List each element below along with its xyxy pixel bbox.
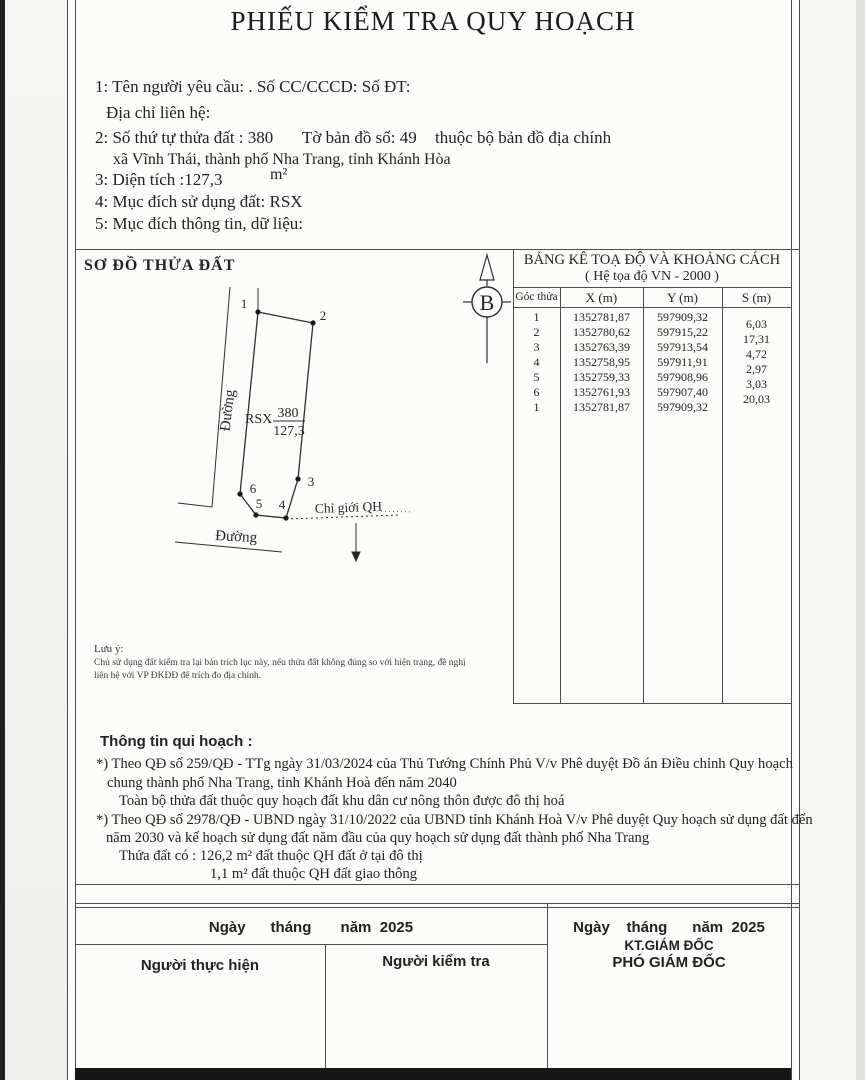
column-header-y: Y (m): [667, 290, 698, 305]
parcel-sketch: [77, 249, 513, 703]
table-cell: 2,97: [746, 362, 767, 376]
planning-bottom-rule: [75, 884, 799, 885]
table-bottom-rule: [513, 703, 791, 704]
sign-title-2: PHÓ GIÁM ĐỐC: [612, 954, 726, 971]
s-column: [722, 317, 791, 407]
info-item-2c: thuộc bộ bản đồ địa chính: [435, 128, 612, 147]
planning-line-6: Thửa đất có : 126,2 m² đất thuộc QH đất ở tại đô thị: [119, 848, 423, 864]
column-header-corner: Góc thửa: [515, 291, 558, 303]
frame-left-outer: [67, 0, 68, 1080]
table-cell: 4,72: [746, 347, 767, 361]
table-cell: 597908,96: [657, 370, 708, 384]
table-cell: 4: [533, 355, 540, 369]
table-header-top-rule: [513, 287, 791, 288]
table-cell: 597909,32: [657, 310, 708, 324]
frame-right-inner: [791, 0, 792, 1080]
table-cell: 3: [533, 340, 540, 354]
table-header-bottom-rule: [513, 307, 791, 308]
info-item-2d: xã Vĩnh Thái, thành phố Nha Trang, tỉnh Khánh Hòa: [113, 151, 451, 168]
table-cell: 597907,40: [657, 385, 708, 399]
vertex-dot-4: [284, 516, 288, 520]
table-cell: 1352763,39: [573, 340, 630, 354]
vertex-dot-3: [296, 477, 300, 481]
footer-top-rule-outer: [75, 903, 799, 904]
vertex-label-1: 1: [240, 296, 248, 311]
planning-line-4: *) Theo QĐ số 2978/QĐ - UBND ngày 31/10/2022 của UBND tỉnh Khánh Hoà V/v Phê duyệt Quy hoạch sử dụng đất đến: [96, 812, 813, 828]
planning-line-1: *) Theo QĐ số 259/QĐ - TTg ngày 31/03/2024 của Thủ Tướng Chính Phủ V/v Phê duyệt Đồ án Điều chỉnh Quy hoạch: [96, 756, 793, 772]
qh-boundary-dashed-line: [286, 515, 399, 519]
note-line-1: Chủ sử dụng đất kiểm tra lại bản trích lục này, nếu thửa đất không đúng so với hiện trạng, đề nghị: [94, 658, 466, 668]
scan-bottom-bar: [75, 1068, 791, 1080]
checker-label: Người kiểm tra: [382, 953, 490, 970]
table-cell: 5: [533, 370, 540, 384]
qh-boundary-dots: [377, 511, 413, 512]
coordinate-table-subtitle: ( Hệ tọa độ VN - 2000 ): [585, 269, 719, 284]
info-item-2b: Tờ bản đồ số: 49: [302, 128, 417, 147]
info-item-4: 4: Mục đích sử dụng đất: RSX: [95, 192, 303, 211]
sign-title-1: KT.GIÁM ĐỐC: [624, 938, 714, 953]
sketch-heading: SƠ ĐỒ THỬA ĐẤT: [84, 257, 236, 274]
parcel-code-label: RSX: [245, 412, 273, 427]
frame-right-outer: [799, 0, 800, 1080]
planning-line-5: năm 2030 và kế hoạch sử dụng đất năm đầu của quy hoạch sử dụng đất thành phố Nha Trang: [106, 830, 650, 846]
info-item-3: 3: Diện tích :127,3: [95, 170, 223, 189]
table-cell: 1352781,87: [573, 400, 630, 414]
road-label-left: Đường: [217, 388, 239, 433]
note-line-2: liên hệ với VP ĐKĐĐ để trích đo địa chính.: [94, 671, 262, 681]
info-item-2a: 2: Số thứ tự thửa đất : 380: [95, 128, 274, 147]
table-cell: 20,03: [743, 392, 770, 406]
footer-left-mid-rule: [75, 944, 547, 945]
table-cell: 1: [533, 310, 540, 324]
scan-right-edge: [856, 0, 865, 1080]
qh-boundary-label: Chỉ giới QH: [314, 498, 383, 516]
info-item-1: 1: Tên người yêu cầu: . Số CC/CCCD: Số ĐT:: [95, 77, 411, 96]
table-cell: 1352759,33: [573, 370, 630, 384]
table-cell: 2: [533, 325, 540, 339]
planning-line-7: 1,1 m² đất thuộc QH đất giao thông: [210, 866, 418, 882]
north-arrow-icon: [480, 255, 494, 280]
vertex-label-5: 5: [255, 496, 263, 511]
column-header-s: S (m): [741, 290, 772, 305]
qh-arrow-head: [352, 552, 360, 561]
table-cell: 1352780,62: [573, 325, 630, 339]
table-cell: 597911,91: [657, 355, 708, 369]
table-cell: 17,31: [743, 332, 770, 346]
vertex-dot-1: [256, 310, 260, 314]
parcel-area-label: 127,3: [273, 424, 305, 439]
planning-line-3: Toàn bộ thửa đất thuộc quy hoạch đất khu dân cư nông thôn được đô thị hoá: [119, 793, 565, 809]
info-item-5: 5: Mục đích thông tin, dữ liệu:: [95, 214, 304, 233]
vertex-label-2: 2: [319, 308, 327, 323]
vertex-dot-5: [254, 513, 258, 517]
note-label: Lưu ý:: [94, 643, 124, 655]
scan-left-margin: [5, 0, 67, 1080]
compass-label: B: [479, 290, 495, 315]
table-cell: 597915,22: [657, 325, 708, 339]
vertex-dot-6: [238, 492, 242, 496]
table-cell: 597909,32: [657, 400, 708, 414]
frame-left-inner: [75, 0, 76, 1080]
table-cell: 1: [533, 400, 540, 414]
planning-line-2: chung thành phố Nha Trang, tỉnh Khánh Hoà đến năm 2040: [107, 775, 457, 791]
table-cell: 1352758,95: [573, 355, 630, 369]
info-item-3-unit: m²: [270, 166, 288, 183]
column-header-x: X (m): [585, 290, 618, 305]
footer-top-rule-inner: [75, 907, 799, 908]
planning-heading: Thông tin qui hoạch :: [100, 733, 253, 750]
footer-date-left: Ngày tháng năm 2025: [208, 919, 414, 936]
vertex-label-4: 4: [278, 497, 286, 512]
y-column: [643, 310, 722, 415]
table-cell: 1352781,87: [573, 310, 630, 324]
table-cell: 3,03: [746, 377, 767, 391]
road-label-bottom: Đường: [214, 528, 258, 547]
table-cell: 597913,54: [657, 340, 708, 354]
table-cell: 6: [533, 385, 540, 399]
vertex-dot-2: [311, 321, 315, 325]
page-title: PHIẾU KIỂM TRA QUY HOẠCH: [230, 6, 636, 36]
corner-column: [513, 310, 560, 415]
x-column: [560, 310, 643, 415]
vertex-label-3: 3: [307, 474, 315, 489]
info-item-1b: Địa chỉ liên hệ:: [106, 103, 211, 122]
table-cell: 1352761,93: [573, 385, 630, 399]
table-cell: 6,03: [746, 317, 767, 331]
coordinate-table-title: BẢNG KÊ TOẠ ĐỘ VÀ KHOẢNG CÁCH: [523, 252, 781, 268]
vertex-label-6: 6: [249, 481, 257, 496]
footer-date-right: Ngày tháng năm 2025: [573, 919, 765, 936]
executor-label: Người thực hiện: [140, 957, 260, 974]
parcel-number-label: 380: [277, 406, 299, 421]
